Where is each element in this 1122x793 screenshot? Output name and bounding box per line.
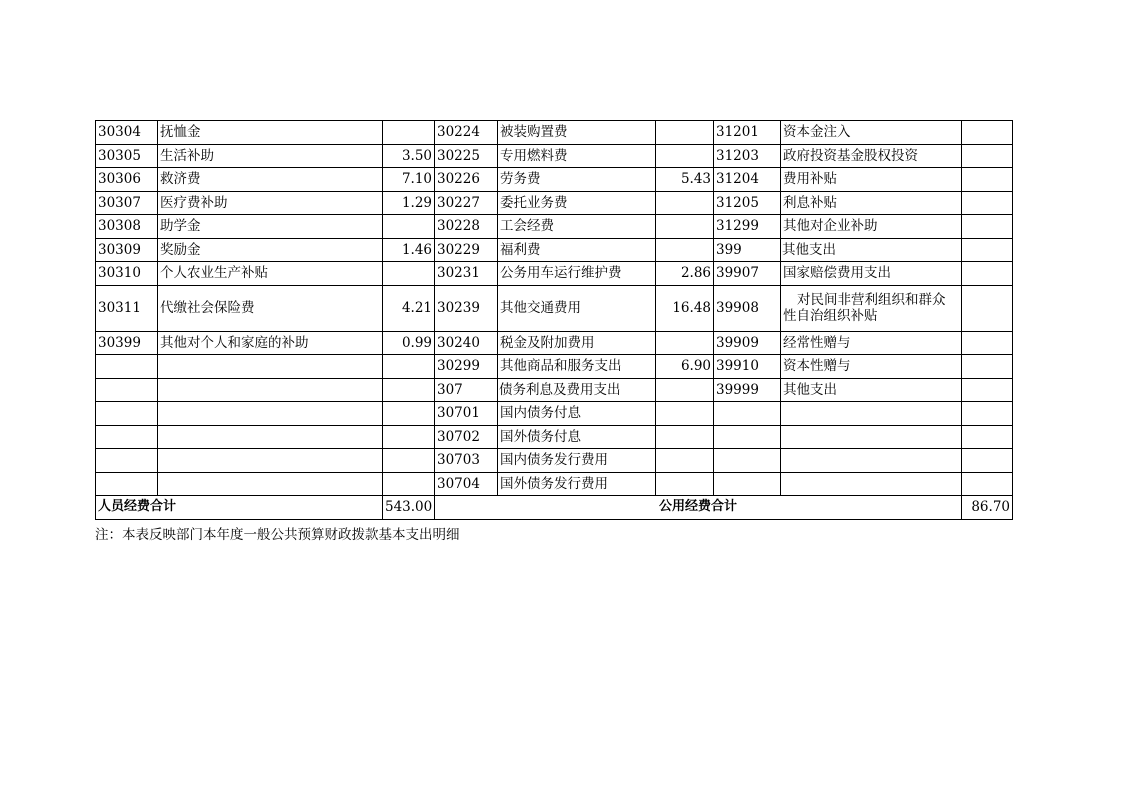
code-cell — [96, 425, 158, 449]
code-cell — [96, 472, 158, 496]
code-cell: 30399 — [96, 331, 158, 355]
code-cell: 399 — [714, 238, 781, 262]
code-cell: 39910 — [714, 355, 781, 379]
name-cell: 费用补贴 — [781, 168, 962, 192]
amount-cell: 6.90 — [656, 355, 714, 379]
name-cell: 国外债务发行费用 — [498, 472, 656, 496]
code-cell: 31201 — [714, 121, 781, 145]
amount-cell: 1.29 — [383, 191, 435, 215]
code-cell: 31205 — [714, 191, 781, 215]
expenditure-detail-table — [95, 120, 1013, 520]
name-cell — [158, 425, 383, 449]
name-cell: 债务利息及费用支出 — [498, 378, 656, 402]
amount-cell — [656, 215, 714, 239]
code-cell — [96, 378, 158, 402]
code-cell: 30231 — [435, 262, 498, 286]
code-cell: 31203 — [714, 144, 781, 168]
name-cell — [781, 402, 962, 426]
code-cell — [714, 472, 781, 496]
name-cell — [781, 449, 962, 473]
public-total-label: 公用经费合计 — [435, 496, 962, 520]
code-cell: 31204 — [714, 168, 781, 192]
name-cell — [158, 355, 383, 379]
code-cell — [714, 402, 781, 426]
code-cell: 30224 — [435, 121, 498, 145]
amount-cell — [383, 402, 435, 426]
name-cell: 福利费 — [498, 238, 656, 262]
table-row — [96, 402, 1013, 426]
table-row — [96, 331, 1013, 355]
amount-cell — [383, 215, 435, 239]
amount-cell — [962, 472, 1013, 496]
name-cell: 个人农业生产补贴 — [158, 262, 383, 286]
amount-cell — [962, 168, 1013, 192]
amount-cell — [656, 121, 714, 145]
table-note: 注：本表反映部门本年度一般公共预算财政拨款基本支出明细 — [95, 527, 460, 543]
table-row — [96, 191, 1013, 215]
name-cell: 资本性赠与 — [781, 355, 962, 379]
name-cell: 国家赔偿费用支出 — [781, 262, 962, 286]
amount-cell: 1.46 — [383, 238, 435, 262]
amount-cell — [656, 238, 714, 262]
table-row — [96, 425, 1013, 449]
amount-cell — [656, 402, 714, 426]
amount-cell — [962, 425, 1013, 449]
code-cell: 30309 — [96, 238, 158, 262]
name-cell: 抚恤金 — [158, 121, 383, 145]
code-cell — [96, 402, 158, 426]
name-cell: 其他支出 — [781, 378, 962, 402]
amount-cell: 2.86 — [656, 262, 714, 286]
name-cell: 其他对个人和家庭的补助 — [158, 331, 383, 355]
amount-cell — [656, 472, 714, 496]
code-cell: 30239 — [435, 285, 498, 331]
name-cell — [781, 472, 962, 496]
name-cell — [158, 378, 383, 402]
name-cell: 其他商品和服务支出 — [498, 355, 656, 379]
name-cell: 其他对企业补助 — [781, 215, 962, 239]
table-row — [96, 472, 1013, 496]
amount-cell — [656, 191, 714, 215]
table-row — [96, 449, 1013, 473]
amount-cell — [962, 449, 1013, 473]
amount-cell — [656, 378, 714, 402]
public-total-value: 86.70 — [962, 496, 1013, 520]
name-cell — [158, 472, 383, 496]
code-cell: 30308 — [96, 215, 158, 239]
name-cell: 救济费 — [158, 168, 383, 192]
table-row — [96, 262, 1013, 286]
name-cell: 委托业务费 — [498, 191, 656, 215]
amount-cell: 3.50 — [383, 144, 435, 168]
code-cell: 30299 — [435, 355, 498, 379]
name-text-line: 对民间非营利组织和群众 — [797, 292, 946, 308]
amount-cell — [962, 121, 1013, 145]
table-row — [96, 168, 1013, 192]
name-cell: 国外债务付息 — [498, 425, 656, 449]
name-cell: 生活补助 — [158, 144, 383, 168]
name-cell: 国内债务发行费用 — [498, 449, 656, 473]
code-cell: 39907 — [714, 262, 781, 286]
amount-cell — [656, 331, 714, 355]
table-row — [96, 215, 1013, 239]
code-cell: 30305 — [96, 144, 158, 168]
code-cell: 30703 — [435, 449, 498, 473]
code-cell: 30225 — [435, 144, 498, 168]
name-cell: 助学金 — [158, 215, 383, 239]
code-cell: 30307 — [96, 191, 158, 215]
code-cell — [96, 449, 158, 473]
name-cell: 其他交通费用 — [498, 285, 656, 331]
amount-cell: 7.10 — [383, 168, 435, 192]
name-cell: 税金及附加费用 — [498, 331, 656, 355]
name-cell: 劳务费 — [498, 168, 656, 192]
name-cell: 公务用车运行维护费 — [498, 262, 656, 286]
amount-cell: 16.48 — [656, 285, 714, 331]
totals-row — [96, 496, 1013, 520]
code-cell: 30704 — [435, 472, 498, 496]
code-cell: 307 — [435, 378, 498, 402]
code-cell: 39908 — [714, 285, 781, 331]
name-text-line: 性自治组织补贴 — [783, 308, 878, 324]
code-cell: 30310 — [96, 262, 158, 286]
amount-cell — [656, 425, 714, 449]
code-cell: 30304 — [96, 121, 158, 145]
amount-cell — [962, 191, 1013, 215]
table-body — [96, 121, 1013, 496]
code-cell: 30227 — [435, 191, 498, 215]
amount-cell — [383, 378, 435, 402]
name-cell: 医疗费补助 — [158, 191, 383, 215]
amount-cell — [962, 355, 1013, 379]
name-cell: 专用燃料费 — [498, 144, 656, 168]
amount-cell — [962, 144, 1013, 168]
name-cell: 经常性赠与 — [781, 331, 962, 355]
name-cell — [781, 285, 962, 331]
code-cell — [96, 355, 158, 379]
amount-cell: 5.43 — [656, 168, 714, 192]
personnel-total-label: 人员经费合计 — [96, 496, 383, 520]
table-row — [96, 238, 1013, 262]
amount-cell — [962, 378, 1013, 402]
code-cell — [714, 425, 781, 449]
code-cell: 39999 — [714, 378, 781, 402]
personnel-total-value: 543.00 — [383, 496, 435, 520]
amount-cell — [656, 144, 714, 168]
name-cell — [781, 425, 962, 449]
code-cell: 39909 — [714, 331, 781, 355]
amount-cell — [383, 425, 435, 449]
name-cell: 其他支出 — [781, 238, 962, 262]
name-cell — [158, 449, 383, 473]
code-cell — [714, 449, 781, 473]
name-cell: 利息补贴 — [781, 191, 962, 215]
amount-cell — [962, 331, 1013, 355]
code-cell: 30311 — [96, 285, 158, 331]
table-row — [96, 378, 1013, 402]
name-cell: 工会经费 — [498, 215, 656, 239]
name-cell: 奖励金 — [158, 238, 383, 262]
name-cell: 被装购置费 — [498, 121, 656, 145]
table-row — [96, 285, 1013, 331]
name-cell: 政府投资基金股权投资 — [781, 144, 962, 168]
amount-cell — [962, 402, 1013, 426]
code-cell: 30701 — [435, 402, 498, 426]
amount-cell — [962, 262, 1013, 286]
code-cell: 30229 — [435, 238, 498, 262]
amount-cell — [962, 285, 1013, 331]
name-cell: 国内债务付息 — [498, 402, 656, 426]
amount-cell — [383, 472, 435, 496]
amount-cell — [383, 121, 435, 145]
name-cell: 代缴社会保险费 — [158, 285, 383, 331]
name-cell — [158, 402, 383, 426]
amount-cell — [962, 238, 1013, 262]
table-row — [96, 121, 1013, 145]
amount-cell — [962, 215, 1013, 239]
code-cell: 31299 — [714, 215, 781, 239]
amount-cell: 4.21 — [383, 285, 435, 331]
code-cell: 30306 — [96, 168, 158, 192]
code-cell: 30702 — [435, 425, 498, 449]
table-row — [96, 144, 1013, 168]
amount-cell — [383, 262, 435, 286]
amount-cell — [383, 355, 435, 379]
name-cell: 资本金注入 — [781, 121, 962, 145]
amount-cell: 0.99 — [383, 331, 435, 355]
table-row — [96, 355, 1013, 379]
code-cell: 30240 — [435, 331, 498, 355]
code-cell: 30228 — [435, 215, 498, 239]
amount-cell — [383, 449, 435, 473]
amount-cell — [656, 449, 714, 473]
code-cell: 30226 — [435, 168, 498, 192]
